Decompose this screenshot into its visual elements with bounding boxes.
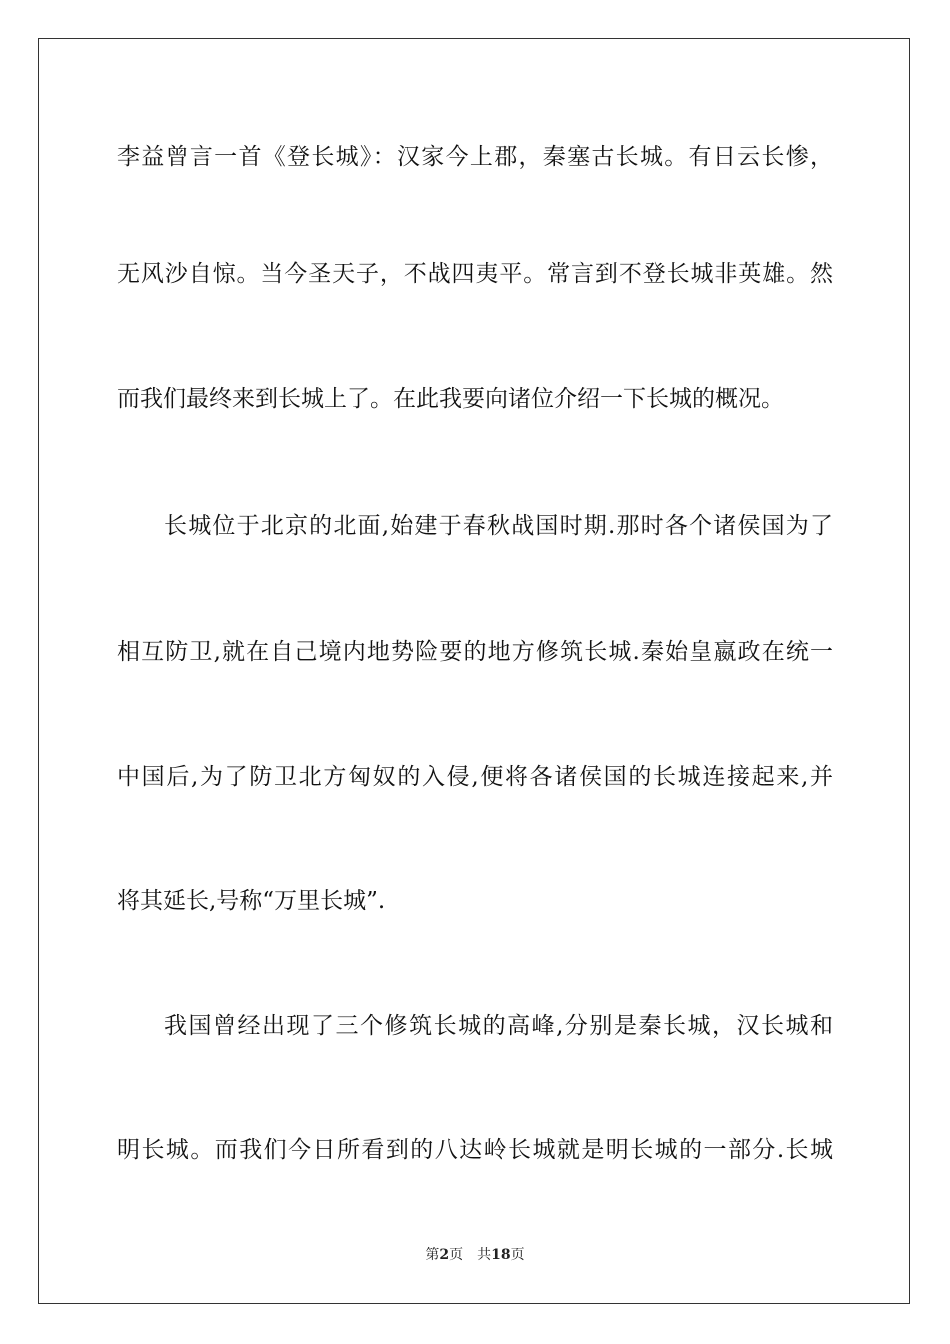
text-line: 李益曾言一首《登长城》：汉家今上郡，秦塞古长城。有日云长惨， — [117, 144, 833, 170]
text-line: 中国后,为了防卫北方匈奴的入侵,便将各诸侯国的长城连接起来,并 — [117, 764, 833, 790]
text-line: 明长城。而我们今日所看到的八达岭长城就是明长城的一部分.长城 — [117, 1137, 833, 1163]
total-prefix: 共 — [477, 1247, 492, 1263]
page-prefix: 第 — [425, 1247, 440, 1263]
text-line: 长城位于北京的北面,始建于春秋战国时期.那时各个诸侯国为了 — [164, 513, 833, 539]
text-line: 我国曾经出现了三个修筑长城的高峰,分别是秦长城，汉长城和 — [164, 1013, 833, 1039]
text-line: 相互防卫,就在自己境内地势险要的地方修筑长城.秦始皇嬴政在统一 — [117, 639, 833, 665]
page-footer — [0, 1246, 950, 1264]
page-border — [38, 38, 910, 1304]
text-line: 无风沙自惊。当今圣天子，不战四夷平。常言到不登长城非英雄。然 — [117, 261, 833, 287]
total-pages: 18 — [491, 1247, 511, 1263]
total-suffix: 页 — [510, 1247, 525, 1263]
page-suffix: 页 — [449, 1247, 464, 1263]
text-line: 将其延长,号称“万里长城”. — [117, 888, 386, 914]
page-number: 2 — [439, 1247, 450, 1263]
text-line: 而我们最终来到长城上了。在此我要向诸位介绍一下长城的概况。 — [117, 386, 784, 412]
